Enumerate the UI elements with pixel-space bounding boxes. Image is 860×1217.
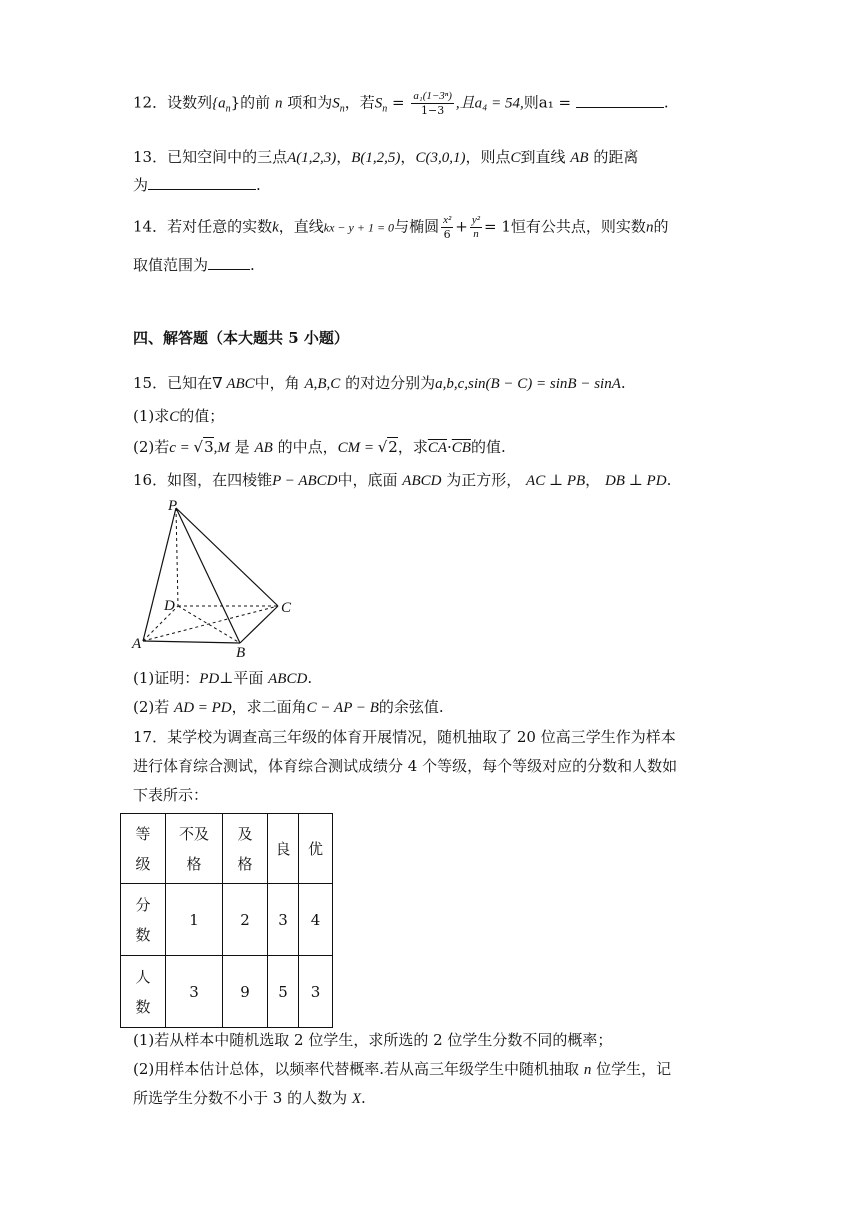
edge-PB xyxy=(176,508,240,643)
answer-blank[interactable] xyxy=(576,93,664,108)
label-C: C xyxy=(281,600,292,616)
table-cell: 不及 格 xyxy=(166,814,223,884)
table-row xyxy=(121,814,333,884)
edge-AB xyxy=(143,641,240,643)
sum-fraction: $\frac{\text{a₁(1−3ⁿ)}}{1-3}$ xyxy=(413,90,452,117)
question-15: 15．已知在∇ ABC中，角 A,B,C 的对边分别为a,b,c,sin(B − C) = sinB − sinA. xyxy=(133,374,626,392)
answer-blank[interactable] xyxy=(148,175,256,190)
question-16: 16．如图，在四棱锥P − ABCD中，底面 ABCD 为正方形， AC ⊥ PB， DB ⊥ PD. xyxy=(133,471,672,489)
label-B: B xyxy=(236,645,246,660)
edge-PC xyxy=(176,508,278,606)
table-cell: 5 xyxy=(268,956,299,1028)
label-A: A xyxy=(132,636,142,652)
question-16-part1: (1)证明：PD⊥平面 ABCD. xyxy=(133,669,313,687)
table-header-cell: 人 数 xyxy=(121,956,166,1028)
question-17-line2: 进行体育综合测试，体育综合测试成绩分 4 个等级，每个等级对应的分数和人数如 xyxy=(133,757,678,775)
table-row xyxy=(121,956,333,1028)
section-heading: 四、解答题（本大题共 5 小题） xyxy=(133,329,349,347)
question-15-part1: (1)求C的值； xyxy=(133,407,225,425)
question-17-line1: 17．某学校为调查高三年级的体育开展情况，随机抽取了 20 位高三学生作为样本 xyxy=(133,728,676,746)
answer-blank[interactable] xyxy=(208,255,250,270)
table-cell: 4 xyxy=(299,884,333,956)
edge-BC xyxy=(240,606,278,643)
question-15-part2: (2)若c = √3,M 是 AB 的中点，CM = √2，求$\overline{CA}\cdot\overline{CB}$的值. xyxy=(133,438,506,456)
question-17-line3: 下表所示： xyxy=(133,786,209,804)
table-cell: 优 xyxy=(299,814,333,884)
table-cell: 良 xyxy=(268,814,299,884)
question-14: 14．若对任意的实数k，直线kx − y + 1 = 0与椭圆 $\frac{\text{x²}}{6}$ + $\frac{\text{y²}}{n}$ = 1恒有公共点，则实数n的 xyxy=(133,214,669,241)
table-cell: 及 格 xyxy=(223,814,268,884)
score-table xyxy=(120,813,333,1028)
y-squared-over-n: $\frac{\text{y²}}{n}$ xyxy=(471,214,481,240)
label-P: P xyxy=(168,498,178,514)
question-13-line2: 为 . xyxy=(133,176,261,194)
table-cell: 9 xyxy=(223,956,268,1028)
table-header-cell: 分 数 xyxy=(121,884,166,956)
question-17-part2: (2)用样本估计总体，以频率代替概率.若从高三年级学生中随机抽取 n 位学生，记 xyxy=(133,1060,672,1078)
table-cell: 1 xyxy=(166,884,223,956)
edge-PA xyxy=(143,508,176,641)
table-cell: 3 xyxy=(268,884,299,956)
table-row xyxy=(121,884,333,956)
edge-PD-hidden xyxy=(176,508,178,606)
question-17-part1: (1)若从样本中随机选取 2 位学生，求所选的 2 位学生分数不同的概率； xyxy=(133,1031,613,1049)
table-cell: 3 xyxy=(299,956,333,1028)
question-13: 13．已知空间中的三点A(1,2,3)，B(1,2,5)，C(3,0,1)，则点C到直线 AB 的距离 xyxy=(133,148,639,166)
question-16-part2: (2)若 AD = PD，求二面角C − AP − B的余弦值. xyxy=(133,698,444,716)
label-D: D xyxy=(164,598,175,614)
pyramid-figure xyxy=(128,496,308,660)
question-17-part2-line2: 所选学生分数不小于 3 的人数为 X. xyxy=(133,1089,366,1107)
table-header-cell: 等 级 xyxy=(121,814,166,884)
x-squared-over-6: $\frac{\text{x²}}{6}$ xyxy=(443,214,452,241)
question-14-line2: 取值范围为 . xyxy=(133,256,255,274)
table-cell: 3 xyxy=(166,956,223,1028)
question-12: 12．设数列$\{a_n\}$的前 n 项和为$S_n$，若$S_n$ = $\frac{\text{a₁(1−3ⁿ)}}{1-3}$ ,且a₄ = 54,则a₁ = . xyxy=(133,90,669,117)
table-cell: 2 xyxy=(223,884,268,956)
